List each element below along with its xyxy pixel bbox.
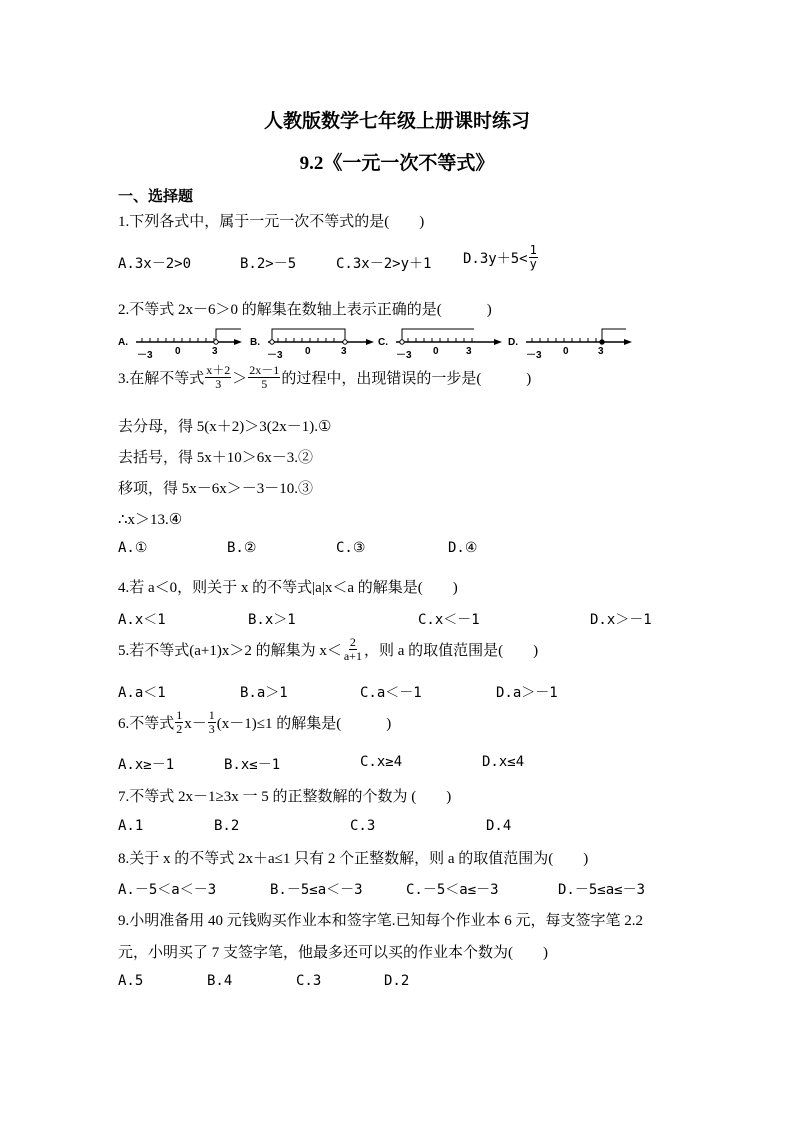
q5-option-a: A.a＜1	[118, 685, 166, 701]
q4-option-c: C.x＜－1	[418, 612, 480, 628]
fraction-numerator: 1	[529, 243, 537, 257]
section-heading: 一、选择题	[118, 189, 194, 205]
q5-fraction	[343, 636, 363, 663]
q1-option-d-fraction	[529, 244, 538, 271]
tick-label: 3	[598, 346, 604, 357]
tick-label: －3	[526, 350, 542, 361]
q9-stem-line-1: 9.小明准备用 40 元钱购买作业本和签字笔.已知每个作业本 6 元，每支签字笔 2.2	[118, 913, 644, 929]
q4-option-d: D.x＞－1	[590, 612, 652, 628]
fraction-denominator: 3	[215, 377, 222, 391]
q7-option-c: C.3	[350, 818, 376, 834]
q5-option-b: B.a＞1	[240, 685, 288, 701]
q1-option-a: A.3x－2>0	[118, 256, 192, 272]
q9-option-d: D.2	[384, 973, 410, 989]
fraction-numerator: 1	[176, 708, 183, 722]
q3-fraction-1	[205, 364, 231, 391]
fraction-denominator: a+1	[343, 649, 362, 663]
q2-stem: 2.不等式 2x－6＞0 的解集在数轴上表示正确的是( )	[118, 302, 492, 318]
tick-label: 0	[175, 346, 181, 357]
number-line-c-label: C.	[378, 337, 388, 348]
q3-option-c: C.③	[336, 540, 366, 556]
q1-option-d-text: D.3y＋5<	[463, 250, 528, 267]
fraction-denominator: 2	[176, 722, 183, 736]
fraction-numerator: x＋2	[206, 363, 231, 377]
number-line-d	[508, 326, 633, 360]
number-line-a	[118, 326, 243, 360]
fraction-denominator: 3	[208, 722, 215, 736]
q1-option-b: B.2>－5	[240, 256, 297, 272]
q9-option-c: C.3	[296, 973, 322, 989]
tick-label: 0	[433, 346, 439, 357]
q1-stem: 1.下列各式中，属于一元一次不等式的是( )	[118, 214, 425, 230]
q3-step-2: 去括号，得 5x＋10＞6x－3.②	[118, 450, 314, 466]
q6-fraction-2	[208, 709, 216, 736]
q5-stem-end: ，则 a 的取值范围是( )	[363, 643, 539, 659]
q5-option-d: D.a＞－1	[496, 685, 558, 701]
tick-label: －3	[137, 350, 153, 361]
q3-stem-end: 的过程中，出现错误的一步是( )	[281, 371, 532, 387]
number-line-b	[250, 326, 375, 360]
q7-option-b: B.2	[214, 818, 240, 834]
q3-stem-start: 3.在解不等式	[118, 371, 205, 387]
fraction-numerator: 2	[349, 635, 356, 649]
fraction-denominator: y	[529, 257, 537, 271]
q4-option-b: B.x＞1	[248, 612, 296, 628]
q5-option-c: C.a＜－1	[360, 685, 422, 701]
q6-stem	[118, 709, 391, 736]
q3-option-b: B.②	[227, 540, 257, 556]
fraction-numerator: 2x－1	[249, 363, 280, 377]
q6-option-c: C.x≥4	[360, 754, 403, 770]
q5-stem-start: 5.若不等式(a+1)x＞2 的解集为 x＜	[118, 643, 342, 659]
q6-option-d: D.x≤4	[482, 754, 525, 770]
q8-option-a: A.－5＜a＜－3	[118, 882, 217, 898]
q6-option-a: A.x≥－1	[118, 757, 175, 773]
q3-fraction-2	[248, 364, 280, 391]
q6-stem-start: 6.不等式	[118, 716, 175, 732]
fraction-denominator: 5	[261, 377, 268, 391]
document-subtitle: 9.2《一元一次不等式》	[299, 153, 495, 174]
q5-stem	[118, 636, 538, 663]
q3-step-1: 去分母，得 5(x＋2)＞3(2x－1).①	[118, 419, 332, 435]
q1-option-c: C.3x－2>y＋1	[336, 256, 432, 272]
q7-stem: 7.不等式 2x－1≥3x 一 5 的正整数解的个数为 ( )	[118, 789, 452, 805]
fraction-numerator: 1	[208, 708, 215, 722]
q3-step-4: ∴x＞13.④	[118, 512, 183, 528]
tick-label: 0	[563, 346, 569, 357]
q7-option-d: D.4	[486, 818, 512, 834]
q8-stem: 8.关于 x 的不等式 2x＋a≤1 只有 2 个正整数解，则 a 的取值范围为( )	[118, 851, 589, 867]
q9-stem-line-2: 元，小明买了 7 支签字笔，他最多还可以买的作业本个数为( )	[118, 945, 548, 961]
q4-option-a: A.x＜1	[118, 612, 166, 628]
q3-stem	[118, 364, 531, 391]
q8-option-b: B.－5≤a＜－3	[270, 882, 363, 898]
number-line-d-label: D.	[508, 337, 518, 348]
q3-greater-than: ＞	[232, 371, 248, 387]
q6-option-b: B.x≤－1	[224, 757, 281, 773]
q4-stem: 4.若 a＜0，则关于 x 的不等式|a|x＜a 的解集是( )	[118, 580, 458, 596]
q3-step-3: 移项，得 5x－6x＞－3－10.③	[118, 481, 314, 497]
tick-label: 0	[305, 346, 311, 357]
tick-label: 3	[341, 346, 347, 357]
number-line-c	[378, 326, 503, 360]
document-title: 人教版数学七年级上册课时练习	[263, 111, 530, 132]
q9-option-b: B.4	[207, 973, 233, 989]
q8-option-d: D.－5≤a≤－3	[558, 882, 646, 898]
q8-option-c: C.－5＜a≤－3	[406, 882, 499, 898]
q6-stem-end: (x－1)≤1 的解集是( )	[216, 716, 392, 732]
q1-option-d	[463, 244, 539, 271]
q6-stem-middle: x－	[184, 716, 207, 732]
q7-option-a: A.1	[118, 818, 144, 834]
number-line-b-label: B.	[250, 337, 260, 348]
q3-option-a: A.①	[118, 540, 148, 556]
q9-option-a: A.5	[118, 973, 144, 989]
number-line-a-label: A.	[118, 337, 128, 348]
q3-option-d: D.④	[448, 540, 478, 556]
tick-label: －3	[396, 350, 412, 361]
tick-label: 3	[466, 346, 472, 357]
tick-label: －3	[267, 350, 283, 361]
q6-fraction-1	[175, 709, 183, 736]
tick-label: 3	[212, 346, 218, 357]
